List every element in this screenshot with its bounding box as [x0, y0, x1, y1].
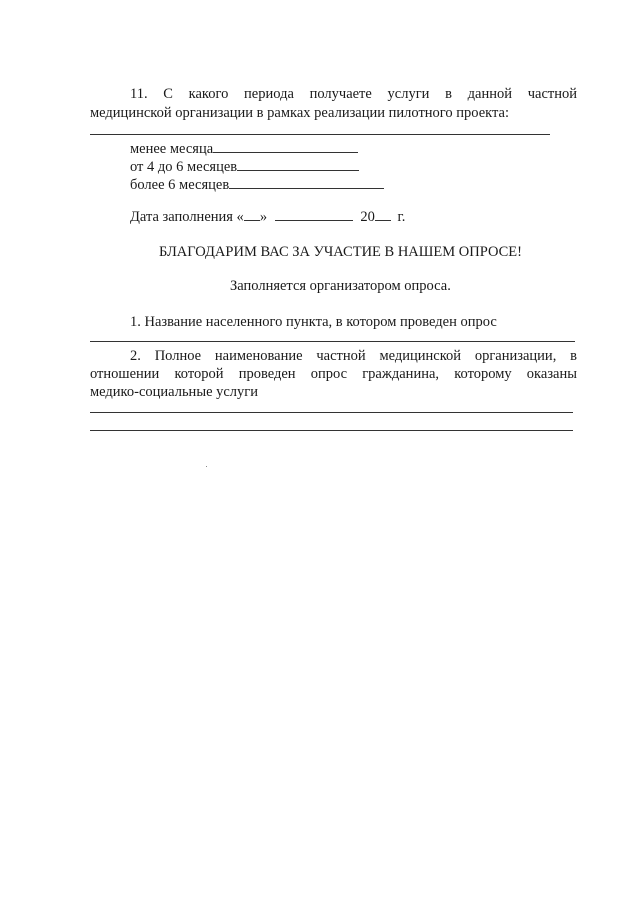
option-blank: [213, 139, 358, 153]
q11-option-less-month: [130, 139, 358, 158]
option-label: от 4 до 6 месяцев: [130, 159, 238, 175]
q11-line-2: медицинской организации в рамках реализации пилотного проекта:: [90, 105, 509, 121]
option-label: более 6 месяцев: [130, 177, 230, 193]
scan-speck: [206, 466, 207, 467]
year-prefix: 20: [360, 209, 375, 225]
year-suffix: г.: [397, 209, 406, 225]
org-q1-answer-line: [90, 341, 575, 342]
option-label: менее месяца: [130, 141, 214, 157]
date-label: Дата заполнения «: [130, 209, 244, 225]
fill-date-line: [130, 207, 405, 226]
date-quote-close: »: [259, 209, 268, 225]
org-q2-line-2: отношении которой проведен опрос гражданина, которому оказаны: [90, 366, 577, 382]
org-q1-text: 1. Название населенного пункта, в котором проведен опрос: [130, 314, 497, 330]
year-blank: [375, 207, 391, 221]
day-blank: [244, 207, 260, 221]
q11-line-1: 11. С какого периода получаете услуги в данной частной: [130, 86, 577, 102]
org-q2-line-3: медико-социальные услуги: [90, 384, 259, 400]
q11-answer-line: [90, 134, 550, 135]
option-blank: [237, 157, 359, 171]
q11-option-4-6-months: [130, 157, 359, 176]
org-q2-answer-line-2: [90, 430, 573, 431]
thanks-heading: БЛАГОДАРИМ ВАС ЗА УЧАСТИЕ В НАШЕМ ОПРОСЕ!: [159, 244, 522, 260]
organizer-note: Заполняется организатором опроса.: [230, 278, 451, 294]
month-blank: [275, 207, 353, 221]
option-blank: [229, 175, 384, 189]
q11-option-more-6-months: [130, 175, 384, 194]
org-q2-answer-line-1: [90, 412, 573, 413]
org-q2-line-1: 2. Полное наименование частной медицинской организации, в: [130, 348, 577, 364]
